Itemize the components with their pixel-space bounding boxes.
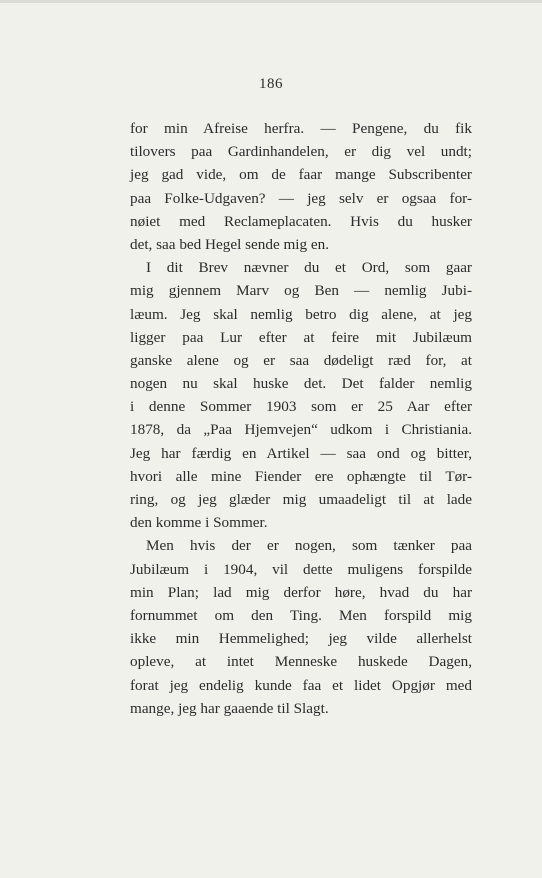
text-line: Jubilæum i 1904, vil dette muligens forspilde — [130, 560, 472, 578]
text-line: ring, og jeg glæder mig umaadeligt til at lade — [130, 491, 472, 508]
text-line: forat jeg endelig kunde faa et lidet Opgjør med — [130, 676, 472, 694]
text-line: tilovers paa Gardinhandelen, er dig vel undt; — [130, 143, 472, 161]
text-line: I dit Brev nævner du et Ord, som gaar — [146, 259, 472, 277]
text-line: Men hvis der er nogen, som tænker paa — [146, 537, 472, 555]
text-line: jeg gad vide, om de faar mange Subscribenter — [130, 166, 472, 184]
text-line: fornummet om den Ting. Men forspild mig — [130, 606, 472, 624]
text-line: det, saa bed Hegel sende mig en. — [130, 235, 330, 253]
text-line: 1878, da „Paa Hjemvejen“ udkom i Christiania. — [130, 421, 472, 439]
text-line: min Plan; lad mig derfor høre, hvad du har — [130, 583, 472, 601]
text-line: mig gjennem Marv og Ben — nemlig Jubi- — [130, 282, 472, 300]
text-line: hvori alle mine Fiender ere ophængte til Tør- — [130, 467, 472, 485]
text-line: ganske alene og er saa dødeligt ræd for, at — [130, 351, 472, 369]
text-line: nøiet med Reclameplacaten. Hvis du husker — [130, 212, 472, 230]
text-line: mange, jeg har gaaende til Slagt. — [130, 699, 329, 717]
text-line: for min Afreise herfra. — Pengene, du fik — [130, 120, 472, 137]
page-top-edge — [0, 0, 542, 3]
text-line: Jeg har færdig en Artikel — saa ond og bitter, — [130, 444, 472, 462]
page-number: 186 — [259, 76, 283, 92]
text-line: nogen nu skal huske det. Det falder nemlig — [130, 375, 472, 393]
text-line: paa Folke-Udgaven? — jeg selv er ogsaa for- — [130, 189, 472, 207]
text-line: ligger paa Lur efter at feire mit Jubilæum — [130, 328, 472, 346]
text-line: ikke min Hemmelighed; jeg vilde allerhelst — [130, 630, 472, 648]
text-line: i denne Sommer 1903 som er 25 Aar efter — [130, 398, 472, 416]
body-text — [130, 117, 472, 720]
text-line: opleve, at intet Menneske huskede Dagen, — [130, 653, 472, 671]
text-line: læum. Jeg skal nemlig betro dig alene, at jeg — [130, 305, 472, 323]
text-line: den komme i Sommer. — [130, 514, 268, 532]
